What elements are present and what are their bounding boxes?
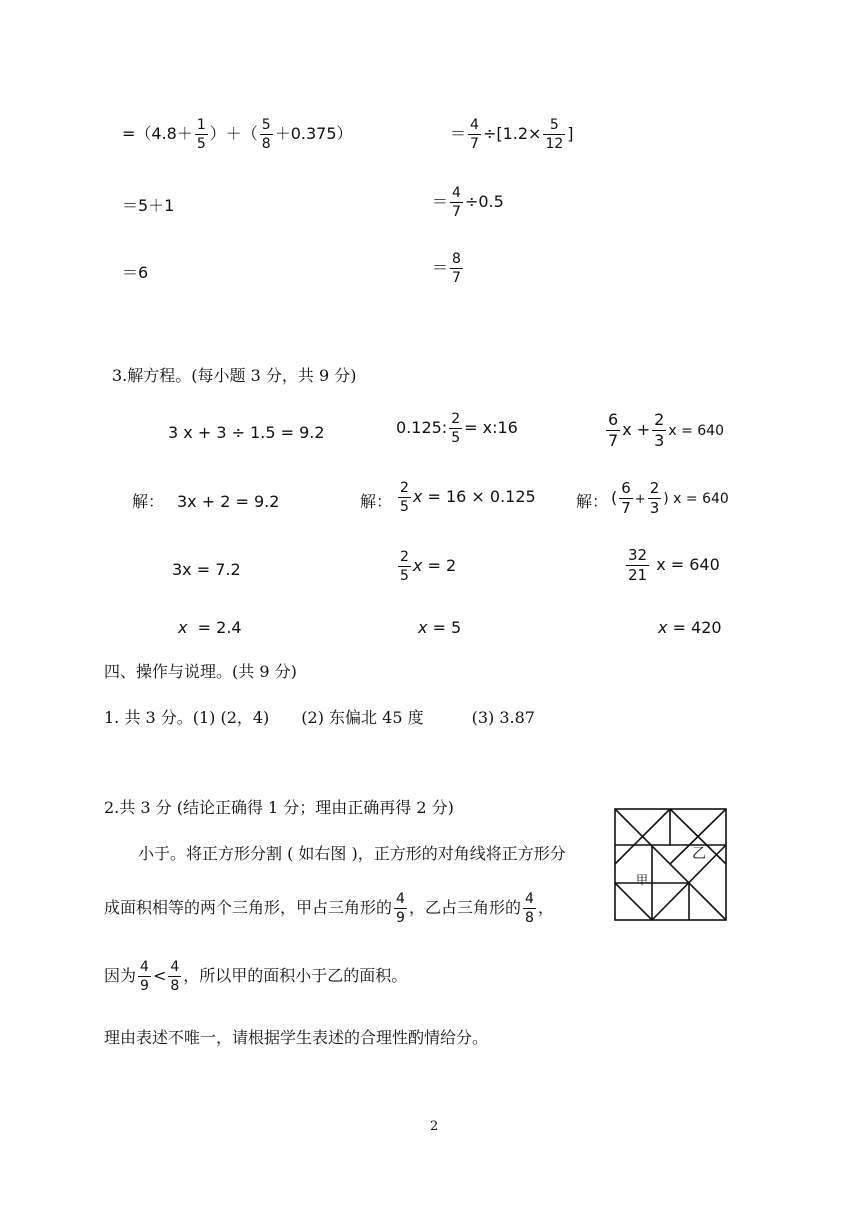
paren: ( [611,488,618,507]
fraction [626,548,649,583]
numerator: 6 [608,410,619,429]
calc-left-line3: ＝6 [122,263,149,282]
section4-q2-line1: 小于。将正方形分割 ( 如右图 )，正方形的对角线将正方形分 [138,844,566,863]
body-text: ，所以甲的面积小于乙的面积。 [183,966,408,985]
eq1-step1: 3x + 2 = 9.2 [177,492,280,511]
fraction [450,252,463,285]
fraction [168,960,181,993]
fraction [619,481,633,516]
calc-right-line3 [432,252,465,285]
fraction [543,118,565,151]
calc-text: ）＋（ [209,124,258,143]
calc-text: = 2 [427,556,457,575]
value: = 2.4 [197,618,242,637]
eq2-step2 [396,550,456,583]
variable: x [412,487,423,506]
section4-q2-line3 [104,960,407,993]
section3-heading: 3.解方程。(每小题 3 分，共 9 分) [112,366,357,385]
numerator: 2 [400,480,409,496]
calc-text: ÷[1.2× [482,124,542,143]
section4-q2-heading: 2.共 3 分 (结论正确得 1 分；理由正确再得 2 分) [104,798,454,817]
calc-text: x + [622,420,651,439]
fraction [523,892,536,925]
fraction [652,412,666,449]
numerator: 4 [170,959,180,975]
calc-left-line1 [122,118,353,151]
numerator: 1 [196,117,206,133]
eq3-step3 [658,620,722,636]
eq2-jie: 解： [360,492,393,511]
denominator: 8 [524,910,534,926]
numerator: 8 [452,251,461,267]
section4-q2-line4: 理由表述不唯一，请根据学生表述的合理性酌情给分。 [104,1028,489,1047]
denominator: 8 [170,978,180,994]
calc-text: =（4.8＋ [122,124,193,143]
eq2-step3 [418,620,461,636]
fraction [398,550,411,583]
numerator: 4 [470,117,479,133]
calc-text: 0.125: [396,418,448,437]
figure-label-yi: 乙 [692,846,706,862]
numerator: 4 [452,185,461,201]
fraction [648,481,662,516]
denominator: 5 [451,430,461,446]
eq1-jie: 解： [132,492,165,511]
denominator: 5 [400,499,409,515]
numerator: 32 [628,546,648,564]
fraction [398,481,411,514]
denominator: 9 [140,978,149,994]
calc-text: x = 640 [668,423,724,439]
fraction [450,186,463,219]
fraction [449,412,462,445]
eq3-step1 [611,481,729,516]
numerator: 4 [396,891,405,907]
denominator: 3 [654,431,665,450]
fraction [195,118,208,151]
body-text: 成面积相等的两个三角形，甲占三角形的 [104,898,393,917]
denominator: 3 [649,499,660,517]
eq2-problem [396,412,518,445]
calc-text: ÷0.5 [464,192,504,211]
eq3-jie: 解： [576,492,609,511]
numerator: 6 [621,479,631,497]
section4-q2-line2 [104,892,554,925]
variable: x [412,556,423,575]
fraction [468,118,481,151]
calc-text: ＋0.375） [274,124,353,143]
bottom-left-diagonal [615,883,652,920]
fraction [138,960,151,993]
calc-left-line2: ＝5＋1 [122,196,175,215]
numerator: 2 [451,411,461,427]
calc-right-line1 [450,118,574,151]
eq3-step2 [624,548,720,583]
section4-q1: 1. 共 3 分。(1) (2，4) (2) 东偏北 45 度 (3) 3.87 [104,708,535,727]
denominator: 5 [400,568,409,584]
page-number: 2 [430,1119,439,1134]
numerator: 2 [400,549,409,565]
fraction [260,118,273,151]
denominator: 7 [452,270,461,286]
numerator: 5 [549,117,559,133]
numerator: 5 [261,117,271,133]
variable: x [178,618,188,637]
calc-text: ＝ [432,258,449,277]
body-text: ，乙占三角形的 [408,898,521,917]
denominator: 7 [470,136,479,152]
calc-text: ＝ [432,192,449,211]
eq1-problem: 3 x + 3 ÷ 1.5 = 9.2 [168,423,325,442]
section4-heading: 四、操作与说理。(共 9 分) [104,662,297,681]
denominator: 5 [196,136,206,152]
calc-text: x = 640 [656,555,720,574]
eq3-problem [604,412,724,449]
value: = 5 [432,618,462,637]
calc-text: = 16 × 0.125 [427,487,536,506]
eq2-step1 [396,481,536,514]
denominator: 8 [261,136,271,152]
plus: + [634,492,646,507]
denominator: 21 [628,566,648,584]
body-text: ， [537,898,554,917]
eq1-step3 [178,620,242,636]
less-than: < [152,966,167,985]
denominator: 7 [608,431,619,450]
numerator: 4 [524,891,534,907]
fraction [394,892,407,925]
square-division-figure [614,808,728,922]
figure-label-jia: 甲 [636,873,649,887]
eq1-step2: 3x = 7.2 [172,560,241,579]
calc-text: = x:16 [464,418,518,437]
numerator: 2 [649,479,660,497]
calc-text: ) x = 640 [663,491,729,507]
denominator: 7 [452,204,461,220]
calc-text: ] [567,124,574,143]
variable: x [418,618,428,637]
fraction [606,412,620,449]
numerator: 2 [654,410,665,429]
calc-text: ＝ [450,124,467,143]
body-text: 因为 [104,966,137,985]
denominator: 9 [396,910,405,926]
denominator: 12 [545,136,564,152]
variable: x [658,618,668,637]
value: = 420 [672,618,722,637]
numerator: 4 [140,959,149,975]
denominator: 7 [621,499,631,517]
calc-right-line2 [432,186,504,219]
